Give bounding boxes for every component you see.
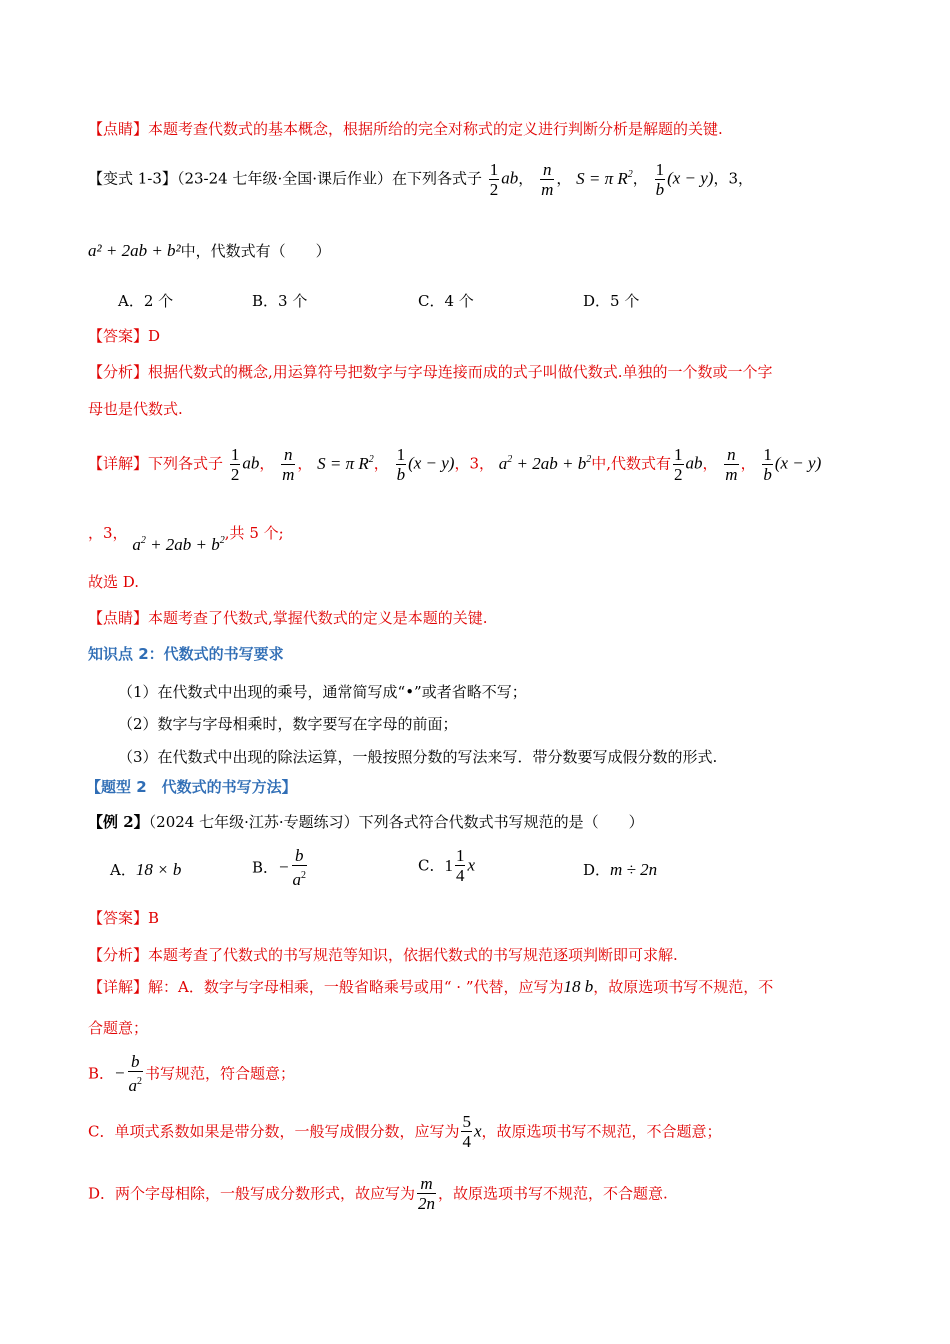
- example-option-b[interactable]: B．− $\frac{b}{a^2}$: [252, 846, 307, 889]
- comment-paragraph-1: [88, 118, 723, 140]
- expr-ab: ab: [501, 168, 519, 188]
- question-line-2: [88, 240, 331, 262]
- option-b[interactable]: B．3 个: [252, 292, 308, 310]
- example-detail-a: 【详解】解：A．数字与字母相乘，一般省略乘号或用“ · ”代替，应写为18 b，故原选项书写不规范，不: [88, 977, 774, 996]
- option-a[interactable]: A．2 个: [118, 292, 174, 310]
- comment-paragraph-2: 【点睛】本题考查了代数式,掌握代数式的定义是本题的关键.: [88, 609, 488, 627]
- example-answer-line: 【答案】B: [88, 909, 160, 927]
- fraction-1-over-b: $\frac{1}{b}$: [655, 160, 665, 199]
- rule-item-3: （3）在代数式中出现的除法运算，一般按照分数的写法来写．带分数要写成假分数的形式.: [118, 748, 718, 766]
- analysis-line-1: 【分析】根据代数式的概念,用运算符号把数字与字母连接而成的式子叫做代数式.单独的一个数或一个字: [88, 363, 773, 381]
- answer-line: 【答案】D: [88, 327, 161, 345]
- conclusion-line: 故选 D.: [88, 573, 140, 591]
- example-detail-b: B．− $\frac{b}{a^2}$ 书写规范，符合题意；: [88, 1052, 296, 1095]
- analysis-line-2: 母也是代数式.: [88, 400, 183, 418]
- comment-tag: 【点睛】: [88, 120, 149, 138]
- expr-s-pi-r2: S = π $R^2$: [576, 168, 633, 188]
- question-source: （23-24 七年级·全国·课后作业）在下列各式子: [176, 169, 482, 188]
- fraction-n-over-m: $\frac{n}{m}$: [541, 160, 554, 199]
- example-option-d[interactable]: D．m ÷ 2n: [583, 860, 658, 879]
- question-line-1: 【变式 1-3】（23-24 七年级·全国·课后作业）在下列各式子 $\frac{1}{2}$ ab， $\frac{n}{m}$ ， S = π $R^2$， $\frac{1}{b}$ (x − y)，3，: [88, 160, 754, 199]
- rule-item-2: （2）数字与字母相乘时，数字要写在字母的前面；: [118, 715, 458, 733]
- detail-line-2: ，3， $a^2 + 2ab + b^2$,共 5 个;: [88, 524, 284, 554]
- rule-item-1: （1）在代数式中出现的乘号，通常简写成“•”或者省略不写；: [118, 683, 527, 701]
- example-analysis-line: 【分析】本题考查了代数式的书写规范等知识，依据代数式的书写规范逐项判断即可求解.: [88, 946, 678, 964]
- expr-polynomial: a² + 2ab + b²: [88, 241, 181, 260]
- example-detail-d: D．两个字母相除，一般写成分数形式，故应写为 $\frac{m}{2n}$ ，故原选项书写不规范，不合题意.: [88, 1174, 668, 1213]
- example-detail-a-cont: 合题意；: [88, 1019, 149, 1037]
- detail-line-1: 【详解】下列各式子 $\frac{1}{2}$ ab， $\frac{n}{m}$ ， S = π $R^2$， $\frac{1}{b}$ (x − y)，3， $a^2 + 2ab + b^2$中,代数式有 $\frac{1}{2}$ ab， $\frac{n}{m}$ ， $\frac{1}{b}$ (x − y): [88, 445, 822, 484]
- example-2-stem: 【例 2】（2024 七年级·江苏·专题练习）下列各式符合代数式书写规范的是（ ）: [88, 813, 644, 831]
- question-tag: 【变式 1-3】: [88, 169, 177, 188]
- option-c[interactable]: C．4 个: [418, 292, 474, 310]
- option-d[interactable]: D．5 个: [583, 292, 640, 310]
- question-tail: 中，代数式有（ ）: [180, 242, 331, 260]
- comment-text: 本题考查代数式的基本概念，根据所给的完全对称式的定义进行判断分析是解题的关键.: [148, 120, 723, 138]
- answer-value: D: [148, 327, 161, 345]
- knowledge-point-title: 知识点 2：代数式的书写要求: [88, 645, 284, 663]
- example-option-a[interactable]: A．18 × b: [110, 860, 182, 879]
- expr-x-minus-y: (x − y): [667, 168, 714, 188]
- expr-three: 3: [728, 169, 739, 188]
- example-option-c[interactable]: C．1 $\frac{1}{4}$ x: [418, 846, 476, 885]
- question-type-title: 【题型 2 代数式的书写方法】: [86, 778, 297, 796]
- example-detail-c: C．单项式系数如果是带分数，一般写成假分数，应写为 $\frac{5}{4}$ x，故原选项书写不规范，不合题意；: [88, 1112, 722, 1151]
- fraction-half: $\frac{1}{2}$: [489, 160, 499, 199]
